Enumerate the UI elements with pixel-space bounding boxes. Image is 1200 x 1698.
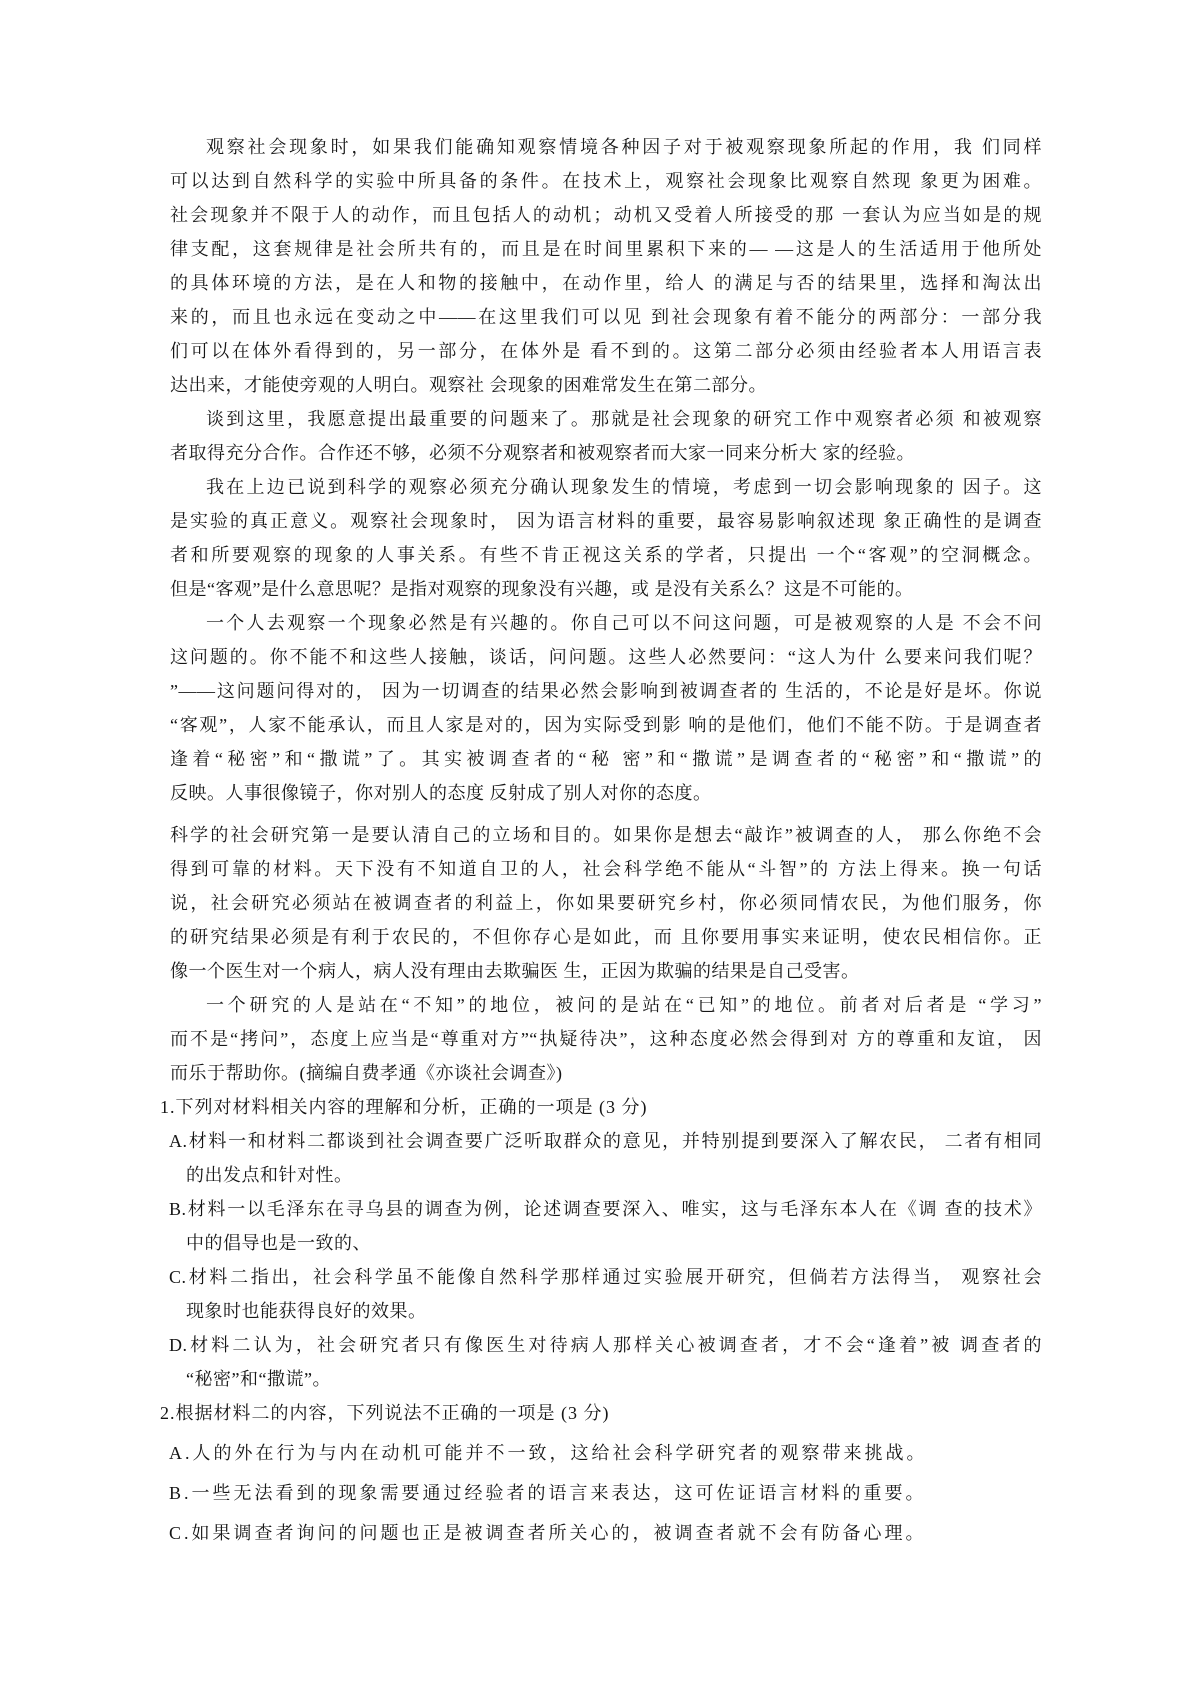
option-line: B.一些无法看到的现象需要通过经验者的语言来表达，这可佐证语言材料的重要。 [169,1483,927,1503]
passage-line: 可以达到自然科学的实验中所具备的条件。在技术上，观察社会现象比观察自然现 象更为困难。 [170,171,1042,191]
passage-line: 者取得充分合作。合作还不够，必须不分观察者和被观察者而大家一同来分析大 家的经验。 [170,443,915,463]
question-1-option-b [160,1192,1044,1260]
passage-line: 这问题的。你不能不和这些人接触，谈话，问问题。这些人必然要问：“这人为什 么要来问我们呢？ [170,647,1042,667]
passage-line: 的研究结果必须是有利于农民的，不但你存心是如此，而 且你要用事实来证明，使农民相信你。正 [170,927,1042,947]
passage-line: 来的，而且也永远在变动之中——在这里我们可以见 到社会现象有着不能分的两部分：一部分我 [170,307,1042,327]
reading-passage-and-questions [160,130,1044,1550]
passage-paragraph-5 [160,818,1044,988]
passage-line: 观察社会现象时，如果我们能确知观察情境各种因子对于被观察现象所起的作用，我 们同样 [206,137,1042,157]
question-2 [160,1396,1044,1550]
passage-line: 得到可靠的材料。天下没有不知道自卫的人，社会科学绝不能从“斗智”的 方法上得来。换一句话 [170,859,1042,879]
option-line: A.人的外在行为与内在动机可能并不一致，这给社会科学研究者的观察带来挑战。 [169,1443,928,1463]
passage-line: 而不是“拷问”，态度上应当是“尊重对方”“执疑待决”，这种态度必然会得到对 方的尊重和友谊， 因 [170,1029,1042,1049]
option-line: D.材料二认为，社会研究者只有像医生对待病人那样关心被调查者，才不会“逢着”被 调查者的 [169,1335,1042,1355]
passage-line: 谈到这里，我愿意提出最重要的问题来了。那就是社会现象的研究工作中观察者必须 和被观察 [206,409,1042,429]
passage-line: 达出来，才能使旁观的人明白。观察社 会现象的困难常发生在第二部分。 [170,375,767,395]
passage-line: 反映。人事很像镜子，你对别人的态度 反射成了别人对你的态度。 [170,783,712,803]
option-line: C.如果调查者询问的问题也正是被调查者所关心的，被调查者就不会有防备心理。 [169,1523,927,1543]
question-1-option-a [160,1124,1044,1192]
question-1-option-c [160,1260,1044,1328]
option-line: A.材料一和材料二都谈到社会调查要广泛听取群众的意见，并特别提到要深入了解农民， 二者有相同 [169,1131,1042,1151]
passage-source-line: 而乐于帮助你。(摘编自费孝通《亦谈社会调查》) [170,1063,563,1083]
option-line: B.材料一以毛泽东在寻乌县的调查为例，论述调查要深入、唯实，这与毛泽东本人在《调 查的技术》 [169,1199,1042,1219]
question-2-option-b [160,1476,1044,1510]
passage-line: “客观”，人家不能承认，而且人家是对的，因为实际受到影 响的是他们，他们不能不防。于是调查者 [170,715,1042,735]
passage-line: 律支配，这套规律是社会所共有的，而且是在时间里累积下来的— —这是人的生活适用于他所处 [170,239,1042,259]
passage-line: 我在上边已说到科学的观察必须充分确认现象发生的情境，考虑到一切会影响现象的 因子。这 [206,477,1042,497]
passage-line: 是实验的真正意义。观察社会现象时， 因为语言材料的重要，最容易影响叙述现 象正确性的是调查 [170,511,1042,531]
passage-line: 但是“客观”是什么意思呢？是指对观察的现象没有兴趣，或 是没有关系么？这是不可能的。 [170,579,914,599]
question-1-stem: 1.下列对材料相关内容的理解和分析，正确的一项是 (3 分) [160,1097,648,1117]
question-2-stem: 2.根据材料二的内容，下列说法不正确的一项是 (3 分) [160,1403,610,1423]
passage-line: 社会现象并不限于人的动作，而且包括人的动机；动机又受着人所接受的那 一套认为应当如是的规 [170,205,1042,225]
passage-line: 一个人去观察一个现象必然是有兴趣的。你自己可以不问这问题，可是被观察的人是 不会不问 [206,613,1042,633]
question-1-option-d [160,1328,1044,1396]
question-1 [160,1090,1044,1396]
option-line: “秘密”和“撒谎”。 [186,1369,331,1389]
passage-line: 科学的社会研究第一是要认清自己的立场和目的。如果你是想去“敲诈”被调查的人， 那么你绝不会 [170,825,1042,845]
passage-paragraph-2 [160,402,1044,470]
passage-line: 像一个医生对一个病人，病人没有理由去欺骗医 生，正因为欺骗的结果是自己受害。 [170,961,860,981]
passage-line: 者和所要观察的现象的人事关系。有些不肯正视这关系的学者，只提出 一个“客观”的空洞概念。 [170,545,1042,565]
passage-line: 的具体环境的方法，是在人和物的接触中，在动作里，给人 的满足与否的结果里，选择和淘汰出 [170,273,1042,293]
option-line: 中的倡导也是一致的、 [186,1233,371,1253]
question-2-option-a [160,1436,1044,1470]
passage-paragraph-3 [160,470,1044,606]
passage-paragraph-4 [160,606,1044,810]
option-line: C.材料二指出，社会科学虽不能像自然科学那样通过实验展开研究，但倘若方法得当， 观察社会 [169,1267,1042,1287]
passage-line: ”——这问题问得对的， 因为一切调查的结果必然会影响到被调查者的 生活的，不论是好是坏。你说 [170,681,1042,701]
passage-paragraph-6 [160,988,1044,1090]
passage-line: 逢着“秘密”和“撒谎”了。其实被调查者的“秘 密”和“撒谎”是调查者的“秘密”和“撒谎”的 [170,749,1042,769]
passage-line: 一个研究的人是站在“不知”的地位，被问的是站在“已知”的地位。前者对后者是 “学习” [206,995,1042,1015]
question-2-option-c [160,1516,1044,1550]
passage-line: 说，社会研究必须站在被调查者的利益上，你如果要研究乡村，你必须同情农民，为他们服务，你 [170,893,1042,913]
passage-line: 们可以在体外看得到的，另一部分，在体外是 看不到的。这第二部分必须由经验者本人用语言表 [170,341,1042,361]
passage-paragraph-1 [160,130,1044,402]
option-line: 的出发点和针对性。 [186,1165,353,1185]
option-line: 现象时也能获得良好的效果。 [186,1301,427,1321]
